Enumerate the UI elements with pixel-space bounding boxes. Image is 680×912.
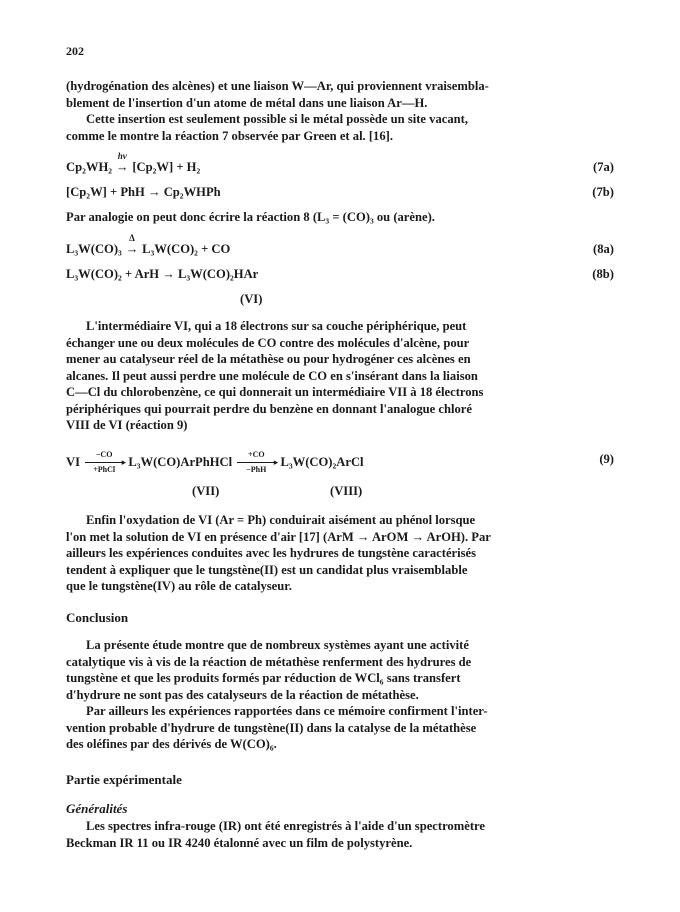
text-line: tendent à expliquer que le tungstène(II) est un candidat plus vraisemblable	[66, 562, 468, 577]
equation-7a-arrow-label: hν	[117, 151, 127, 161]
text-line: comme le montre la réaction 7 observée par Green et al. [16].	[66, 128, 393, 143]
text-line: périphériques qui pourrait perdre du benzène en donnant l'analogue chloré	[66, 401, 472, 416]
equation-7a	[66, 151, 614, 178]
paragraph-2	[66, 318, 614, 434]
text-line: L'intermédiaire VI, qui a 18 électrons sur sa couche périphérique, peut	[86, 319, 467, 333]
text-line: Beckman IR 11 ou IR 4240 étalonné avec un film de polystyrène.	[66, 835, 413, 850]
equation-9-expression	[66, 452, 364, 474]
text-line: d'hydrure ne sont pas des catalyseurs de la réaction de métathèse.	[66, 687, 419, 702]
text-line: Les spectres infra-rouge (IR) ont été enregistrés à l'aide d'un spectromètre	[86, 819, 485, 833]
equation-9-arrow-2	[237, 450, 279, 474]
section-heading-experimental: Partie expérimentale	[66, 772, 182, 787]
equation-9	[66, 450, 614, 474]
text-line: échanger une ou deux molécules de CO contre des molécules d'alcène, pour	[66, 335, 470, 350]
paragraph-4	[66, 637, 614, 753]
equation-8b	[66, 267, 614, 285]
compound-label-vi: (VI)	[240, 292, 263, 306]
equation-8b-expression: L₃W(CO)₂ + ArH → L₃W(CO)₂HAr	[66, 267, 259, 281]
equation-7b-expression: [Cp₂W] + PhH → Cp₂WHPh	[66, 185, 221, 199]
equation-8a-number: (8a)	[593, 242, 614, 256]
arrow-head-icon: ▸	[121, 457, 127, 467]
text-line: que le tungstène(IV) au rôle de catalyseur.	[66, 579, 292, 593]
text-line: VIII de VI (réaction 9)	[66, 418, 188, 432]
compound-label-vii: (VII)	[192, 484, 220, 498]
text-line: blement de l'insertion d'un atome de métal dans une liaison Ar—H.	[66, 95, 428, 110]
text-line: La présente étude montre que de nombreux systèmes ayant une activité	[86, 638, 469, 652]
text-line: Cette insertion est seulement possible si le métal possède un site vacant,	[86, 112, 468, 126]
equation-9-arrow-1-top: −CO	[95, 450, 113, 459]
paragraph-5	[66, 818, 614, 851]
text-line: Enfin l'oxydation de VI (Ar = Ph) conduirait aisément au phénol lorsque	[86, 513, 476, 527]
text-line: C—Cl du chlorobenzène, ce qui donnerait un intermédiaire VII à 18 électrons	[66, 385, 484, 399]
text-line: catalytique vis à vis de la réaction de métathèse renferment des hydrures de	[66, 654, 472, 669]
equation-7b	[66, 185, 614, 203]
equation-9-intermediate: L₃W(CO)ArPhHCl	[128, 454, 233, 469]
equation-9-product: L₃W(CO)₂ArCl	[280, 454, 364, 469]
paragraph-1	[66, 78, 614, 144]
page-number: 202	[66, 44, 84, 58]
analogy-sentence	[66, 209, 614, 226]
text-line: Par analogie on peut donc écrire la réaction 8 (L₃ = (CO)₃ ou (arène).	[66, 210, 435, 224]
text-line: des oléfines par des dérivés de W(CO)₆.	[66, 737, 277, 751]
equation-8b-number: (8b)	[592, 267, 614, 281]
equation-9-arrow-1-bottom: +PhCl	[93, 465, 116, 474]
arrow-shaft	[237, 462, 275, 463]
arrow-shaft	[85, 462, 123, 463]
subsection-heading-generalites: Généralités	[66, 801, 128, 816]
equation-9-reactant: VI	[66, 454, 80, 469]
equation-9-arrow-2-top: +CO	[248, 450, 265, 459]
equation-8a	[66, 233, 614, 260]
arrow-head-icon: ▸	[273, 457, 279, 467]
equation-7a-expression: Cp₂WH₂ hν → [Cp₂W] + H₂	[66, 151, 201, 174]
equation-8a-arrow-label: Δ	[129, 233, 135, 243]
text-line: Par ailleurs les expériences rapportées dans ce mémoire confirment l'inter-	[86, 704, 488, 718]
section-heading-conclusion: Conclusion	[66, 610, 129, 625]
compound-label-viii: (VIII)	[330, 484, 363, 498]
equation-8a-expression: L₃W(CO)₃ Δ → L₃W(CO)₂ + CO	[66, 233, 231, 256]
text-line: (hydrogénation des alcènes) et une liaison W—Ar, qui proviennent vraisembla-	[66, 79, 489, 93]
text-line: vention probable d'hydrure de tungstène(II) dans la catalyse de la métathèse	[66, 720, 477, 735]
text-line: l'on met la solution de VI en présence d'air [17] (ArM → ArOM → ArOH). Par	[66, 529, 491, 544]
equation-9-arrow-2-bottom: −PhH	[246, 465, 267, 474]
text-line: alcanes. Il peut aussi perdre une molécule de CO en s'insérant dans la liaison	[66, 368, 478, 383]
text-line: ailleurs les expériences conduites avec les hydrures de tungstène caractérisés	[66, 546, 477, 560]
equation-7b-number: (7b)	[592, 185, 614, 199]
equation-7a-number: (7a)	[593, 160, 614, 174]
text-line: tungstène et que les produits formés par réduction de WCl₆ sans transfert	[66, 671, 461, 685]
text-line: mener au catalyseur réel de la métathèse ou pour hydrogéner ces alcènes en	[66, 352, 471, 366]
paragraph-3	[66, 512, 614, 595]
equation-9-number: (9)	[599, 452, 614, 466]
equation-9-arrow-1	[85, 450, 127, 474]
